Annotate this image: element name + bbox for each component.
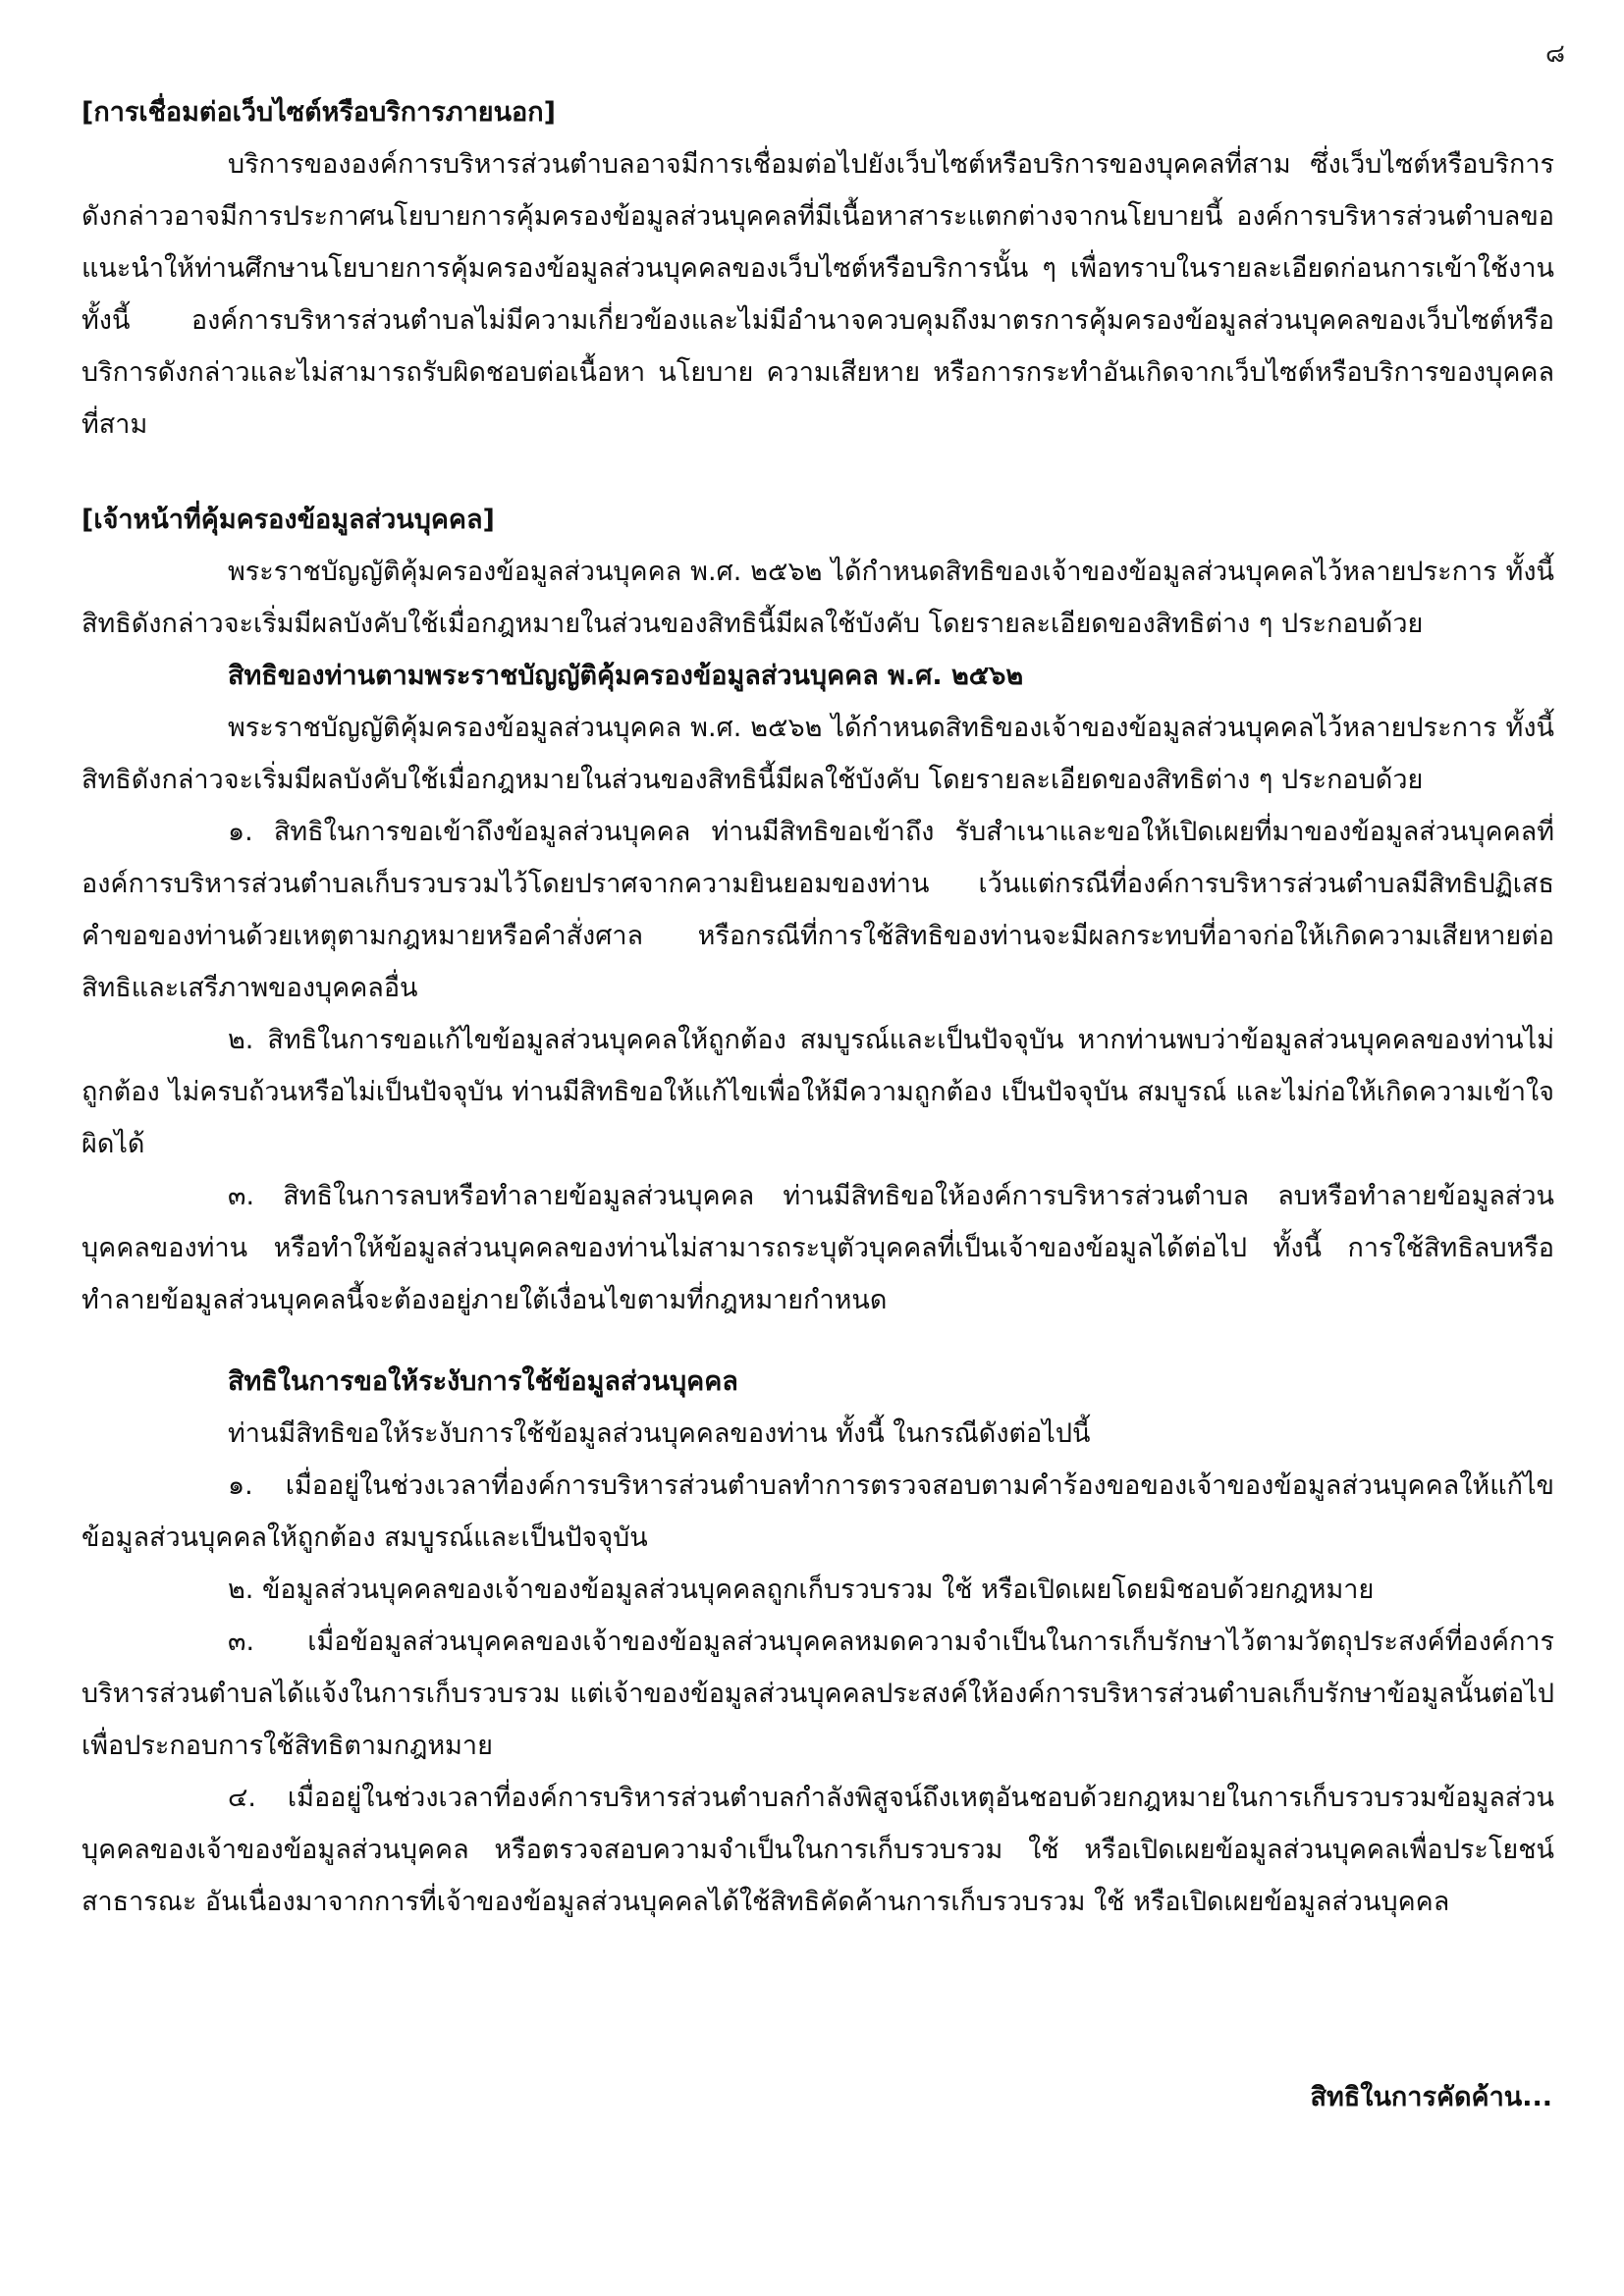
continuation-footer: สิทธิในการคัดค้าน... [1310, 2082, 1552, 2112]
rights-item: ๒. สิทธิในการขอแก้ไขข้อมูลส่วนบุคคลให้ถูกต้อง สมบูรณ์และเป็นปัจจุบัน หากท่านพบว่าข้อมูลส่วนบุคคลของท่านไม่ถูกต้อง ไม่ครบถ้วนหรือไม่เป็นปัจจุบัน ท่านมีสิทธิขอให้แก้ไขเพื่อให้มีความถูกต้อง เป็นปัจจุบัน สมบูรณ์ และไม่ก่อให้เกิดความเข้าใจผิดได้ [81, 1025, 1554, 1159]
section-spacer [81, 1326, 1554, 1356]
suspension-item: ๑. เมื่ออยู่ในช่วงเวลาที่องค์การบริหารส่วนตำบลทำการตรวจสอบตามคำร้องขอของเจ้าของข้อมูลส่วนบุคคลให้แก้ไขข้อมูลส่วนบุคคลให้ถูกต้อง สมบูรณ์และเป็นปัจจุบัน [81, 1470, 1554, 1553]
rights-item: ๓. สิทธิในการลบหรือทำลายข้อมูลส่วนบุคคล ท่านมีสิทธิขอให้องค์การบริหารส่วนตำบล ลบหรือทำลายข้อมูลส่วนบุคคลของท่าน หรือทำให้ข้อมูลส่วนบุคคลของท่านไม่สามารถระบุตัวบุคคลที่เป็นเจ้าของข้อมูลได้ต่อไป ทั้งนี้ การใช้สิทธิลบหรือทำลายข้อมูลส่วนบุคคลนี้จะต้องอยู่ภายใต้เงื่อนไขตามที่กฎหมายกำหนด [81, 1181, 1554, 1315]
section-heading-rights: สิทธิของท่านตามพระราชบัญญัติคุ้มครองข้อมูลส่วนบุคคล พ.ศ. ๒๕๖๒ [228, 661, 1024, 691]
document-body [81, 86, 1554, 1928]
suspension-item: ๒. ข้อมูลส่วนบุคคลของเจ้าของข้อมูลส่วนบุคคลถูกเก็บรวบรวม ใช้ หรือเปิดเผยโดยมิชอบด้วยกฎหมาย [228, 1575, 1375, 1605]
paragraph-suspension-intro: ท่านมีสิทธิขอให้ระงับการใช้ข้อมูลส่วนบุคคลของท่าน ทั้งนี้ ในกรณีดังต่อไปนี้ [228, 1418, 1091, 1449]
rights-item: ๑. สิทธิในการขอเข้าถึงข้อมูลส่วนบุคคล ท่านมีสิทธิขอเข้าถึง รับสำเนาและขอให้เปิดเผยที่มาของข้อมูลส่วนบุคคลที่องค์การบริหารส่วนตำบลเก็บรวบรวมไว้โดยปราศจากความยินยอมของท่าน เว้นแต่กรณีที่องค์การบริหารส่วนตำบลมีสิทธิปฏิเสธคำขอของท่านด้วยเหตุตามกฎหมายหรือคำสั่งศาล หรือกรณีที่การใช้สิทธิของท่านจะมีผลกระทบที่อาจก่อให้เกิดความเสียหายต่อสิทธิและเสรีภาพของบุคคลอื่น [81, 817, 1554, 1003]
section-heading-suspension: สิทธิในการขอให้ระงับการใช้ข้อมูลส่วนบุคคล [228, 1366, 738, 1397]
paragraph-rights-intro: พระราชบัญญัติคุ้มครองข้อมูลส่วนบุคคล พ.ศ. ๒๕๖๒ ได้กำหนดสิทธิของเจ้าของข้อมูลส่วนบุคคลไว้หลายประการ ทั้งนี้ สิทธิดังกล่าวจะเริ่มมีผลบังคับใช้เมื่อกฎหมายในส่วนของสิทธินี้มีผลใช้บังคับ โดยรายละเอียดของสิทธิต่าง ๆ ประกอบด้วย [81, 713, 1554, 795]
section-heading-external-links: [การเชื่อมต่อเว็บไซต์หรือบริการภายนอก] [81, 97, 556, 128]
suspension-item: ๔. เมื่ออยู่ในช่วงเวลาที่องค์การบริหารส่วนตำบลกำลังพิสูจน์ถึงเหตุอันชอบด้วยกฎหมายในการเก็บรวบรวมข้อมูลส่วนบุคคลของเจ้าของข้อมูลส่วนบุคคล หรือตรวจสอบความจำเป็นในการเก็บรวบรวม ใช้ หรือเปิดเผยข้อมูลส่วนบุคคลเพื่อประโยชน์สาธารณะ อันเนื่องมาจากการที่เจ้าของข้อมูลส่วนบุคคลได้ใช้สิทธิคัดค้านการเก็บรวบรวม ใช้ หรือเปิดเผยข้อมูลส่วนบุคคล [81, 1783, 1554, 1917]
paragraph-external-links: บริการขององค์การบริหารส่วนตำบลอาจมีการเชื่อมต่อไปยังเว็บไซต์หรือบริการของบุคคลที่สาม ซึ่งเว็บไซต์หรือบริการดังกล่าวอาจมีการประกาศนโยบายการคุ้มครองข้อมูลส่วนบุคคลที่มีเนื้อหาสาระแตกต่างจากนโยบายนี้ องค์การบริหารส่วนตำบลขอแนะนำให้ท่านศึกษานโยบายการคุ้มครองข้อมูลส่วนบุคคลของเว็บไซต์หรือบริการนั้น ๆ เพื่อทราบในรายละเอียดก่อนการเข้าใช้งาน ทั้งนี้ องค์การบริหารส่วนตำบลไม่มีความเกี่ยวข้องและไม่มีอำนาจควบคุมถึงมาตรการคุ้มครองข้อมูลส่วนบุคคลของเว็บไซต์หรือบริการดังกล่าวและไม่สามารถรับผิดชอบต่อเนื้อหา นโยบาย ความเสียหาย หรือการกระทำอันเกิดจากเว็บไซต์หรือบริการของบุคคลที่สาม [81, 149, 1554, 440]
paragraph-dpo: พระราชบัญญัติคุ้มครองข้อมูลส่วนบุคคล พ.ศ. ๒๕๖๒ ได้กำหนดสิทธิของเจ้าของข้อมูลส่วนบุคคลไว้หลายประการ ทั้งนี้ สิทธิดังกล่าวจะเริ่มมีผลบังคับใช้เมื่อกฎหมายในส่วนของสิทธินี้มีผลใช้บังคับ โดยรายละเอียดของสิทธิต่าง ๆ ประกอบด้วย [81, 557, 1554, 639]
page-number: ๘ [1544, 39, 1565, 69]
section-spacer [81, 451, 1554, 494]
section-heading-dpo: [เจ้าหน้าที่คุ้มครองข้อมูลส่วนบุคคล] [81, 505, 495, 535]
suspension-item: ๓. เมื่อข้อมูลส่วนบุคคลของเจ้าของข้อมูลส่วนบุคคลหมดความจำเป็นในการเก็บรักษาไว้ตามวัตถุประสงค์ที่องค์การบริหารส่วนตำบลได้แจ้งในการเก็บรวบรวม แต่เจ้าของข้อมูลส่วนบุคคลประสงค์ให้องค์การบริหารส่วนตำบลเก็บรักษาข้อมูลนั้นต่อไปเพื่อประกอบการใช้สิทธิตามกฎหมาย [81, 1627, 1554, 1761]
